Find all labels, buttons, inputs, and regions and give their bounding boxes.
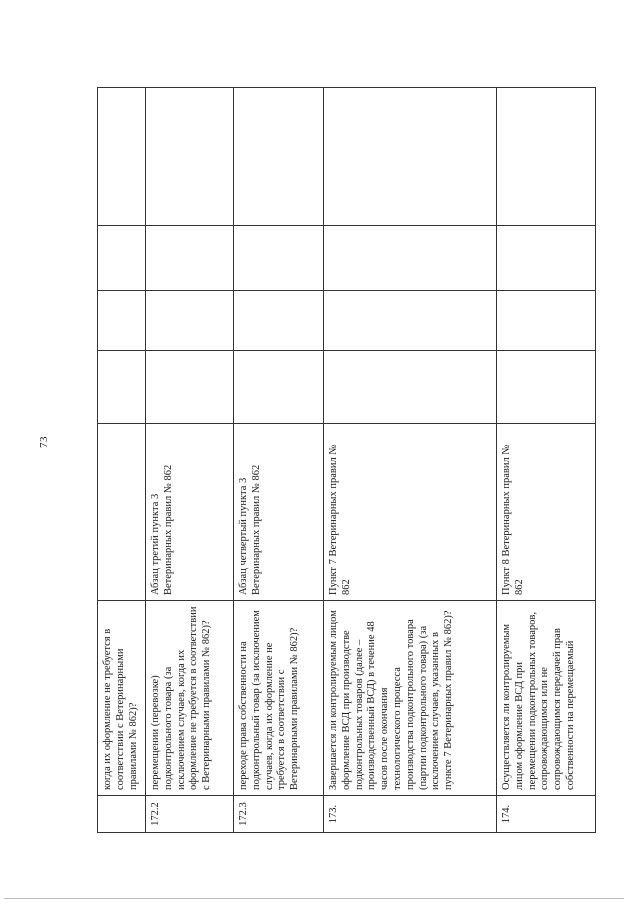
- answer-cell: [146, 291, 234, 351]
- table-row: [98, 88, 146, 833]
- reference-cell: Абзац третий пункта 3 Ветеринарных правил № 862: [146, 424, 234, 601]
- page-edge-line: [4, 898, 624, 900]
- answer-cell: [324, 291, 497, 351]
- question-cell: когда их оформление не требуется в соответствии с Ветеринарными правилами № 862)?: [98, 601, 146, 796]
- table-row: [324, 88, 497, 833]
- reference-cell: [98, 424, 146, 601]
- checklist-table-rotated: [97, 88, 595, 833]
- question-cell: Завершается ли контролируемым лицом оформление ВСД при производстве подконтрольных товаров (далее – производственный ВСД) в течение 48 часов после окончания технологического процесса производства подконтрольного товара (партии подконтрольного товара) (за исключением случаев, указанных в пункте 7 Ветеринарных правил № 862)?: [324, 601, 497, 796]
- question-cell: перемещении (перевозке) подконтрольного товара (за исключением случаев, когда их оформление не требуется в соответствии с Ветеринарными правилами № 862)?: [146, 601, 234, 796]
- question-cell: Осуществляется ли контролируемым лицом оформление ВСД при перемещении подконтрольных товаров, сопровождающимся или не сопровождающимся передачей прав собственности на перемещаемый: [497, 601, 596, 796]
- row-number: 174.: [497, 796, 596, 833]
- reference-cell: Пункт 8 Ветеринарных правил № 862: [497, 424, 596, 601]
- notes-cell: [324, 88, 497, 226]
- answer-cell: [146, 226, 234, 291]
- table-row: [497, 88, 596, 833]
- answer-cell: [98, 291, 146, 351]
- answer-cell: [234, 226, 324, 291]
- answer-cell: [98, 226, 146, 291]
- table-row: [234, 88, 324, 833]
- answer-cell: [497, 351, 596, 424]
- answer-cell: [324, 226, 497, 291]
- row-number: 172.3: [234, 796, 324, 833]
- question-cell: переходе права собственности на подконтрольный товар (за исключением случаев, когда их оформление не требуется в соответствии с Ветеринарными правилами № 862)?: [234, 601, 324, 796]
- row-number: [98, 796, 146, 833]
- notes-cell: [146, 88, 234, 226]
- answer-cell: [234, 291, 324, 351]
- page-number: 73: [38, 436, 50, 448]
- answer-cell: [497, 291, 596, 351]
- answer-cell: [234, 351, 324, 424]
- reference-cell: Пункт 7 Ветеринарных правил № 862: [324, 424, 497, 601]
- row-number: 172.2: [146, 796, 234, 833]
- answer-cell: [324, 351, 497, 424]
- notes-cell: [98, 88, 146, 226]
- row-number: 173.: [324, 796, 497, 833]
- answer-cell: [146, 351, 234, 424]
- notes-cell: [234, 88, 324, 226]
- answer-cell: [497, 226, 596, 291]
- table-row: [146, 88, 234, 833]
- checklist-table: [97, 87, 596, 833]
- notes-cell: [497, 88, 596, 226]
- reference-cell: Абзац четвертый пункта 3 Ветеринарных правил № 862: [234, 424, 324, 601]
- answer-cell: [98, 351, 146, 424]
